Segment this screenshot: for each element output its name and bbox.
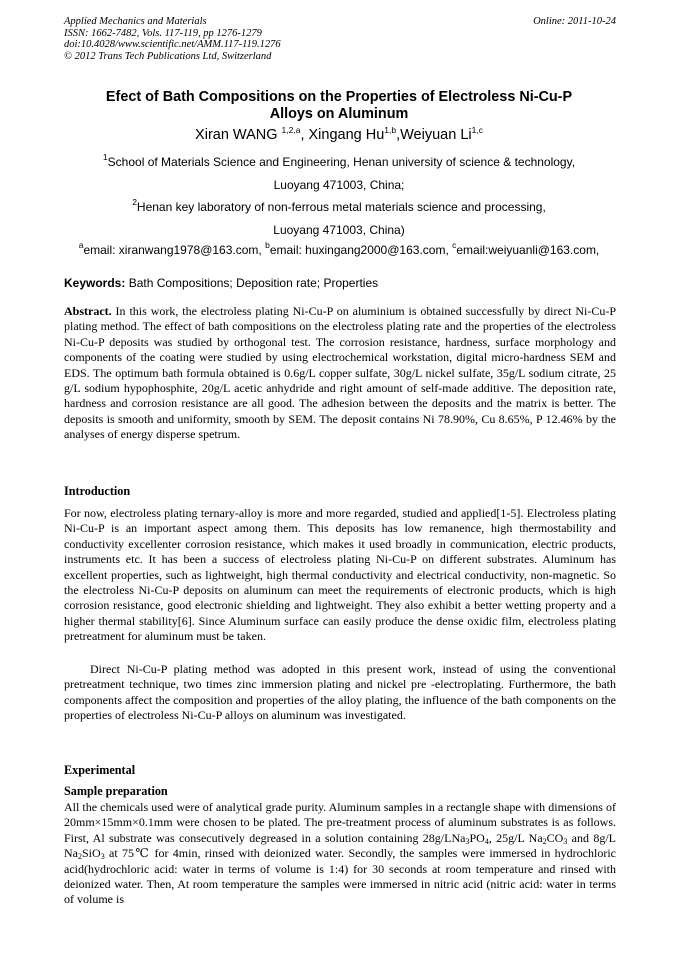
introduction-paragraph-2: Direct Ni-Cu-P plating method was adopted in this present work, instead of using the conventional pretreatment technique, two times zinc immersion plating and nickel pre -electroplating. Furthermore, the bath components affect the composition and properties of the alloy plating, the influence of the bath components on the properties of electroless Ni-Cu-P alloys on aluminum was investigated. [64,662,616,723]
author-affil-mark: 1,2,a [281,125,301,135]
issn-line: ISSN: 1662-7482, Vols. 117-119, pp 1276-1279 [64,27,262,39]
affiliation-2-line-2: Luoyang 471003, China) [273,223,405,237]
abstract-text: In this work, the electroless plating Ni-Cu-P on aluminium is obtained successfully by direct Ni-Cu-P plating method. The effect of bath compositions on the electroless plating rate and the properties of the electroless Ni-Cu-P deposits was studied by orthogonal test. The corrosion resistance, hardness, surface morphology and components of the coating were studied by using electrochemical workstation, digital micro-hardness SEM and EDS. The optimum bath formula obtained is 0.6g/L copper sulfate, 30g/L nickel sulfate, 35g/L sodium citrate, 25 g/L sodium hypophosphite, 20g/L acetic anhydride and right amount of self-made additive. The deposition rate, hardness and corrosion resistance are all good. The adhesion between the deposits and the matrix is better. The deposits is smooth and uniformity, smooth by SEM. The deposit contains Ni 78.90%, Cu 8.65%, P 12.46% by the analyses of energy disperse spetrum. [64,304,616,442]
author-name: ,Weiyuan Li [396,127,472,143]
abstract-label: Abstract. [64,304,112,318]
abstract [64,304,616,443]
copyright-line: © 2012 Trans Tech Publications Ltd, Switzerland [64,50,272,62]
author-list [60,127,618,144]
keywords [64,276,616,290]
online-date: Online: 2011-10-24 [533,16,616,27]
affiliation-1-line-2: Luoyang 471003, China; [273,178,405,192]
affiliation-1-line-1: $^1$School of Materials Science and Engineering, Henan university of science & technology, [102,152,576,169]
author-affil-mark: 1,b [384,125,397,135]
section-heading-experimental: Experimental [64,763,136,777]
title-line-2: Alloys on Aluminum [269,106,409,122]
introduction-paragraph-1: For now, electroless plating ternary-alloy is more and more regarded, studied and applied[1-5]. Electroless plating Ni-Cu-P is an important aspect among them. This deposits has low remanence, high thermostability and conductivity excellenter corrosion resistance, which makes it used broadly in communication, electric products, instruments etc. It has been a success of electroless plating Ni-Cu-P on different substrates. Aluminum has excellent properties, such as lightweight, high thermal conductivity and electrical conductivity, non-magnetic. So the electroless Ni-Cu-P deposits on aluminum can meet the requirements of electronic products, which is high corrosion resistance, good electronic shielding and lightweight. They also exhibit a better wetting property and a higher thermal stability[6]. Since Aluminum surface can easily produce the dense oxidic film, electroless plating pretreatment for aluminum must be taken. [64,506,616,644]
author-affil-mark: 1,c [471,125,483,135]
author-name: Xiran WANG [195,127,282,143]
section-heading-introduction: Introduction [64,484,131,498]
experimental-paragraph: All the chemicals used were of analytical grade purity. Aluminum samples in a rectangle shape with dimensions of 20mm×15mm×0.1mm were chosen to be plated. The pre-treatment process of aluminum substrates is as follows. First, Al substrate was consecutively degreased in a solution containing $28g/LNa_3PO_4$, 25g/L $Na_2CO_3$ and 8g/L $Na_2SiO_3$ at 75℃ for 4min, rinsed with deionized water. Secondly, the samples were immersed in hydrochloric acid(hydrochloric acid: water in terms of volume is 1:4) for 30 seconds at room temperature and rinsed with deionized water. Then, At room temperature the samples were immersed in nitric acid (nitric acid: water in terms of volume is [64,800,616,907]
subsection-heading-sample-preparation: Sample preparation [64,784,168,798]
keywords-label: Keywords: [64,276,126,290]
author-name: , Xingang Hu [300,127,385,143]
journal-name: Applied Mechanics and Materials [64,16,207,27]
doi-line: doi:10.4028/www.scientific.net/AMM.117-119.1276 [64,39,281,50]
email-line: $^a$email: xiranwang1978@163.com, $^b$email: huxingang2000@163.com, $^c$email:weiyuanli@163.com, [78,240,600,257]
affiliation-2-line-1: $^2$Henan key laboratory of non-ferrous metal materials science and processing, [132,197,546,214]
journal-header [64,16,616,62]
title-line-1: Efect of Bath Compositions on the Properties of Electroless Ni-Cu-P [105,89,573,105]
keywords-text: Bath Compositions; Deposition rate; Properties [125,276,379,290]
paper-title [60,89,618,123]
